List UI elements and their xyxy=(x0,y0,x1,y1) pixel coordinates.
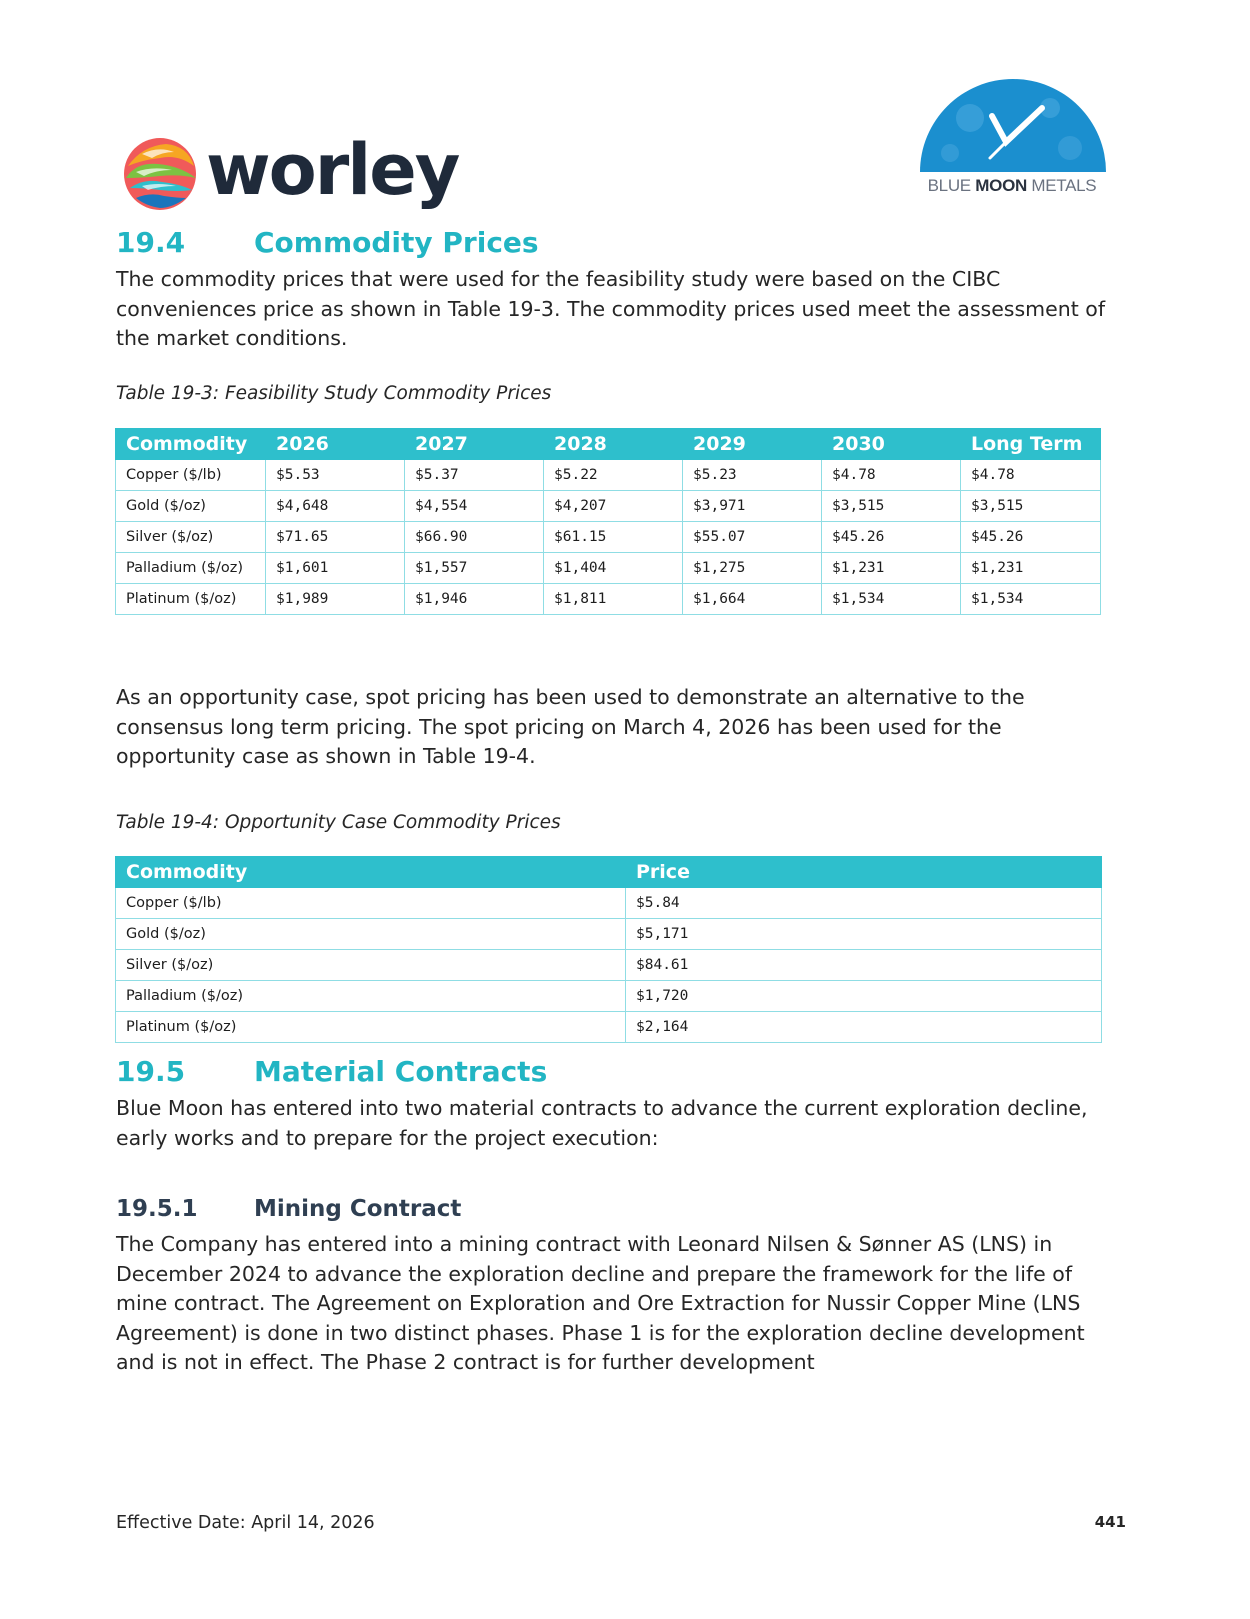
footer-effective-date: Effective Date: April 14, 2026 xyxy=(116,1513,375,1533)
blue-moon-metals-wordmark: BLUE MOON METALS xyxy=(927,176,1097,195)
commodity-cell: Copper ($/lb) xyxy=(116,460,266,491)
table-row xyxy=(116,981,1102,1012)
section-title: Material Contracts xyxy=(254,1055,548,1088)
table-19-4-caption: Table 19-4: Opportunity Case Commodity Prices xyxy=(116,812,561,833)
header-cell: 2029 xyxy=(683,429,822,460)
commodity-cell: Platinum ($/oz) xyxy=(116,584,266,615)
moon-dome-icon xyxy=(920,78,1106,172)
worley-logo xyxy=(122,129,459,214)
price-cell: $3,515 xyxy=(961,491,1101,522)
footer-page-number: 441 xyxy=(1094,1513,1126,1531)
price-cell: $66.90 xyxy=(405,522,544,553)
price-cell: $71.65 xyxy=(266,522,405,553)
commodity-cell: Gold ($/oz) xyxy=(116,919,626,950)
price-cell: $1,946 xyxy=(405,584,544,615)
commodity-prices-paragraph: The commodity prices that were used for the feasibility study were based on the CIBC conveniences price as shown in Table 19-3. The commodity prices used meet the assessment of the market conditions. xyxy=(116,267,1106,350)
header-cell: 2026 xyxy=(266,429,405,460)
table-row xyxy=(116,553,1101,584)
table-19-4 xyxy=(115,856,1102,1043)
price-cell: $61.15 xyxy=(544,522,683,553)
blue-moon-metals-logo xyxy=(914,78,1110,202)
header-cell: 2027 xyxy=(405,429,544,460)
price-cell: $1,534 xyxy=(961,584,1101,615)
commodity-cell: Copper ($/lb) xyxy=(116,888,626,919)
price-cell: $1,275 xyxy=(683,553,822,584)
table-19-3-caption: Table 19-3: Feasibility Study Commodity Prices xyxy=(116,383,552,404)
commodity-cell: Silver ($/oz) xyxy=(116,522,266,553)
worley-swirl-icon xyxy=(122,136,198,212)
table-row xyxy=(116,950,1102,981)
header-cell: Long Term xyxy=(961,429,1101,460)
table-header-row xyxy=(116,857,1102,888)
header-cell: Price xyxy=(626,857,1102,888)
price-cell: $1,720 xyxy=(626,981,1102,1012)
section-heading-19-5 xyxy=(116,1055,547,1089)
commodity-cell: Palladium ($/oz) xyxy=(116,981,626,1012)
price-cell: $1,664 xyxy=(683,584,822,615)
table-row xyxy=(116,888,1102,919)
header-cell: 2030 xyxy=(822,429,961,460)
price-cell: $1,989 xyxy=(266,584,405,615)
table-row xyxy=(116,584,1101,615)
price-cell: $5.37 xyxy=(405,460,544,491)
price-cell: $4,554 xyxy=(405,491,544,522)
price-cell: $84.61 xyxy=(626,950,1102,981)
price-cell: $55.07 xyxy=(683,522,822,553)
table-row xyxy=(116,491,1101,522)
commodity-cell: Gold ($/oz) xyxy=(116,491,266,522)
table-header-row xyxy=(116,429,1101,460)
material-contracts-paragraph: Blue Moon has entered into two material contracts to advance the current exploration decline, early works and to prepare for the project execution: xyxy=(116,1096,1088,1150)
price-cell: $4,648 xyxy=(266,491,405,522)
price-cell: $5.23 xyxy=(683,460,822,491)
price-cell: $5.84 xyxy=(626,888,1102,919)
table-row xyxy=(116,522,1101,553)
section-heading-19-4 xyxy=(116,226,539,260)
table-row xyxy=(116,919,1102,950)
table-row xyxy=(116,460,1101,491)
header-cell: Commodity xyxy=(116,857,626,888)
price-cell: $1,557 xyxy=(405,553,544,584)
price-cell: $1,811 xyxy=(544,584,683,615)
price-cell: $1,231 xyxy=(822,553,961,584)
price-cell: $5.22 xyxy=(544,460,683,491)
worley-wordmark: worley xyxy=(206,129,459,211)
price-cell: $4.78 xyxy=(822,460,961,491)
price-cell: $5,171 xyxy=(626,919,1102,950)
mining-contract-paragraph: The Company has entered into a mining contract with Leonard Nilsen & Sønner AS (LNS) in December 2024 to advance the exploration decline and prepare the framework for the life of mine contract. The Agreement on Exploration and Ore Extraction for Nussir Copper Mine (LNS Agreement) is done in two distinct phases. Phase 1 is for the exploration decline development and is not in effect. The Phase 2 contract is for further development xyxy=(116,1232,1085,1374)
section-title: Mining Contract xyxy=(254,1196,462,1222)
section-number: 19.4 xyxy=(116,226,186,259)
table-row xyxy=(116,1012,1102,1043)
price-cell: $1,534 xyxy=(822,584,961,615)
table-19-3 xyxy=(115,428,1101,615)
section-number: 19.5 xyxy=(116,1055,186,1088)
price-cell: $1,601 xyxy=(266,553,405,584)
section-title: Commodity Prices xyxy=(254,226,539,259)
price-cell: $45.26 xyxy=(961,522,1101,553)
header-cell: Commodity xyxy=(116,429,266,460)
section-heading-19-5-1 xyxy=(116,1195,461,1223)
section-number: 19.5.1 xyxy=(116,1196,198,1222)
price-cell: $3,515 xyxy=(822,491,961,522)
commodity-cell: Silver ($/oz) xyxy=(116,950,626,981)
commodity-cell: Palladium ($/oz) xyxy=(116,553,266,584)
price-cell: $4.78 xyxy=(961,460,1101,491)
price-cell: $3,971 xyxy=(683,491,822,522)
price-cell: $45.26 xyxy=(822,522,961,553)
price-cell: $1,231 xyxy=(961,553,1101,584)
commodity-cell: Platinum ($/oz) xyxy=(116,1012,626,1043)
price-cell: $1,404 xyxy=(544,553,683,584)
opportunity-case-paragraph: As an opportunity case, spot pricing has been used to demonstrate an alternative to the consensus long term pricing. The spot pricing on March 4, 2026 has been used for the opportunity case as shown in Table 19-4. xyxy=(116,685,1025,768)
price-cell: $5.53 xyxy=(266,460,405,491)
header-cell: 2028 xyxy=(544,429,683,460)
price-cell: $2,164 xyxy=(626,1012,1102,1043)
price-cell: $4,207 xyxy=(544,491,683,522)
